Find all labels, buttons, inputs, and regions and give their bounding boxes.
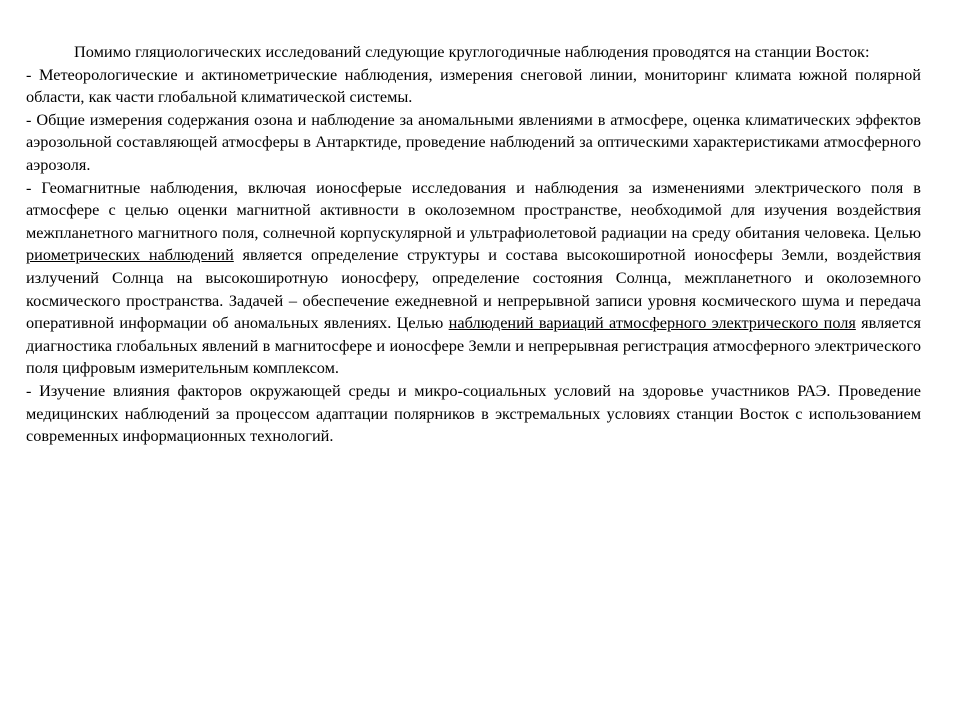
item-meteorology: - Метеорологические и актинометрические наблюдения, измерения снеговой линии, мониторинг климата южной полярной области, как части глобальной климатической системы. xyxy=(26,64,921,107)
item-geomagnetic xyxy=(26,177,921,380)
intro-paragraph: Помимо гляциологических исследований следующие круглогодичные наблюдения проводятся на станции Восток: xyxy=(74,42,870,61)
item-medical: - Изучение влияния факторов окружающей среды и микро-социальных условий на здоровье участников РАЭ. Проведение медицинских наблюдений за процессом адаптации полярников в экстремальных условиях станции Восток с использованием современных информационных технологий. xyxy=(26,380,921,446)
electric-field-underlined: наблюдений вариаций атмосферного электрического поля xyxy=(448,313,856,333)
item-ozone: - Общие измерения содержания озона и наблюдение за аномальными явлениями в атмосфере, оценка климатических эффектов аэрозольной составляющей атмосферы в Антарктиде, проведение наблюдений за оптическими характеристиками атмосферного аэрозоля. xyxy=(26,109,921,174)
geomagnetic-text-2: является определение структуры и состава высокоширотной ионосферы Земли, воздействия излучений Солнца на высокоширотную ионосферу, определение состояния Солнца, межпланетного и околоземного космического пространства. Задачей – обеспечение ежедневной и непрерывной записи уровня космического шума и передача оперативной информации об аномальных явлениях. Целью xyxy=(26,245,921,333)
geomagnetic-text-3: является диагностика глобальных явлений в магнитосфере и ионосфере Земли и непрерывная регистрация атмосферного электрического поля цифровым измерительным комплексом. xyxy=(26,313,921,378)
geomagnetic-text-1: - Геомагнитные наблюдения, включая ионосферые исследования и наблюдения за изменениями электрического поля в атмосфере с целью оценки магнитной активности в околоземном пространстве, необходимой для изучения воздействия межпланетного магнитного поля, солнечной корпускулярной и ультрафиолетовой радиации на среду обитания человека. Целью xyxy=(26,177,921,242)
slide-text-block xyxy=(26,41,921,448)
riometric-underlined: риометрических наблюдений xyxy=(26,245,234,265)
